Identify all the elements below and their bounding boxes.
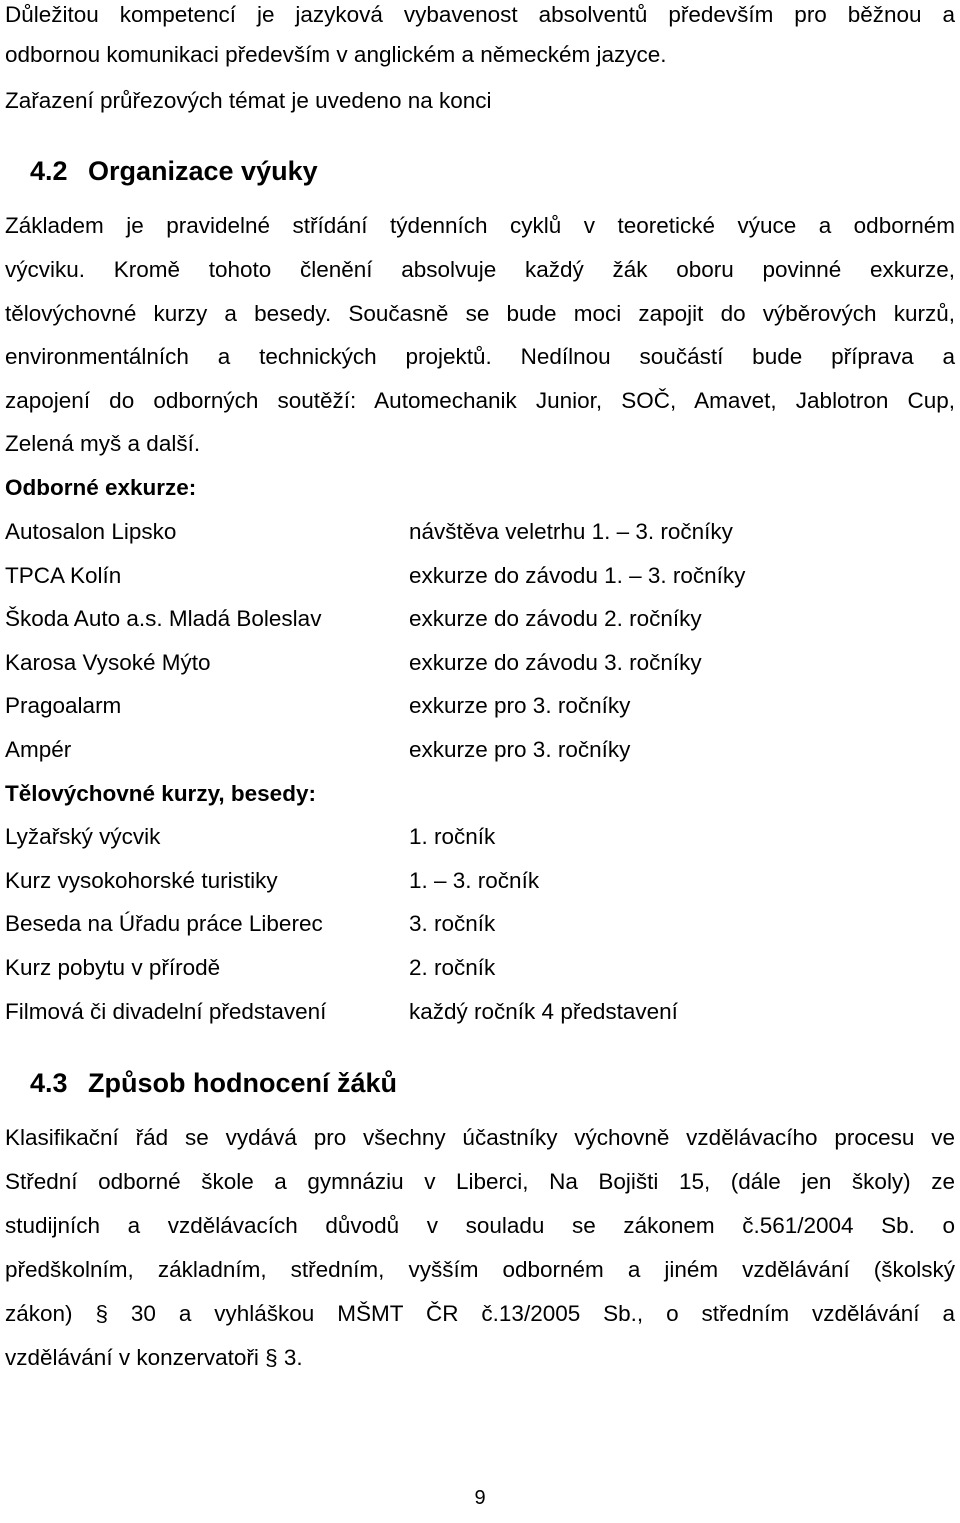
- intro-line-3: Zařazení průřezových témat je uvedeno na konci: [5, 88, 492, 113]
- course-row: [5, 997, 945, 1027]
- paragraph-line: Zelená myš a další.: [5, 431, 201, 456]
- excursions-heading: Odborné exkurze:: [5, 475, 197, 500]
- paragraph-line: environmentálních a technických projektů. Nedílnou součástí bude příprava a: [5, 344, 955, 369]
- section-heading-4-3: [30, 1066, 397, 1100]
- paragraph-line: vzdělávání v konzervatoři § 3.: [5, 1345, 303, 1370]
- page-number: 9: [474, 1487, 486, 1509]
- paragraph-line: zákon) § 30 a vyhláškou MŠMT ČR č.13/2005 Sb., o středním vzdělávání a: [5, 1301, 955, 1326]
- paragraph-line: zapojení do odborných soutěží: Automechanik Junior, SOČ, Amavet, Jablotron Cup,: [5, 388, 955, 413]
- excursion-detail: exkurze do závodu 3. ročníky: [409, 650, 702, 675]
- course-detail: každý ročník 4 představení: [409, 999, 678, 1024]
- paragraph-line: Klasifikační řád se vydává pro všechny účastníky výchovně vzdělávacího procesu ve: [5, 1125, 955, 1150]
- course-name: Kurz pobytu v přírodě: [5, 955, 221, 980]
- course-name: Beseda na Úřadu práce Liberec: [5, 911, 323, 936]
- excursion-row: [5, 517, 945, 547]
- course-row: [5, 822, 945, 852]
- section-number: 4.2: [30, 156, 68, 186]
- excursion-name: Škoda Auto a.s. Mladá Boleslav: [5, 606, 322, 631]
- course-row: [5, 953, 945, 983]
- section-title: Organizace výuky: [88, 156, 318, 186]
- paragraph-line: výcviku. Kromě tohoto členění absolvuje každý žák oboru povinné exkurze,: [5, 257, 955, 282]
- excursion-name: Ampér: [5, 737, 72, 762]
- excursion-detail: exkurze do závodu 1. – 3. ročníky: [409, 563, 746, 588]
- section-number: 4.3: [30, 1068, 68, 1098]
- excursion-name: Karosa Vysoké Mýto: [5, 650, 211, 675]
- excursion-row: [5, 561, 945, 591]
- course-detail: 3. ročník: [409, 911, 496, 936]
- excursion-detail: návštěva veletrhu 1. – 3. ročníky: [409, 519, 733, 544]
- excursion-name: Autosalon Lipsko: [5, 519, 177, 544]
- course-row: [5, 909, 945, 939]
- paragraph-line: Střední odborné škole a gymnáziu v Liberci, Na Bojišti 15, (dále jen školy) ze: [5, 1169, 955, 1194]
- course-detail: 1. ročník: [409, 824, 496, 849]
- excursion-detail: exkurze pro 3. ročníky: [409, 693, 631, 718]
- course-name: Kurz vysokohorské turistiky: [5, 868, 278, 893]
- excursion-row: [5, 691, 945, 721]
- excursion-name: TPCA Kolín: [5, 563, 122, 588]
- section-title: Způsob hodnocení žáků: [88, 1068, 397, 1098]
- excursion-row: [5, 735, 945, 765]
- paragraph-line: předškolním, základním, středním, vyšším odborném a jiném vzdělávání (školský: [5, 1257, 955, 1282]
- excursion-detail: exkurze do závodu 2. ročníky: [409, 606, 702, 631]
- course-detail: 1. – 3. ročník: [409, 868, 540, 893]
- excursion-row: [5, 648, 945, 678]
- section-heading-4-2: [30, 154, 318, 188]
- course-detail: 2. ročník: [409, 955, 496, 980]
- intro-line-2: odbornou komunikaci především v anglickém a německém jazyce.: [5, 42, 667, 67]
- courses-heading: Tělovýchovné kurzy, besedy:: [5, 781, 316, 806]
- excursion-detail: exkurze pro 3. ročníky: [409, 737, 631, 762]
- paragraph-line: Základem je pravidelné střídání týdenních cyklů v teoretické výuce a odborném: [5, 213, 955, 238]
- course-name: Filmová či divadelní představení: [5, 999, 327, 1024]
- paragraph-line: studijních a vzdělávacích důvodů v souladu se zákonem č.561/2004 Sb. o: [5, 1213, 955, 1238]
- paragraph-line: tělovýchovné kurzy a besedy. Současně se bude moci zapojit do výběrových kurzů,: [5, 301, 955, 326]
- intro-line-1: Důležitou kompetencí je jazyková vybavenost absolventů především pro běžnou a: [5, 2, 955, 27]
- excursion-name: Pragoalarm: [5, 693, 122, 718]
- course-row: [5, 866, 945, 896]
- excursion-row: [5, 604, 945, 634]
- course-name: Lyžařský výcvik: [5, 824, 161, 849]
